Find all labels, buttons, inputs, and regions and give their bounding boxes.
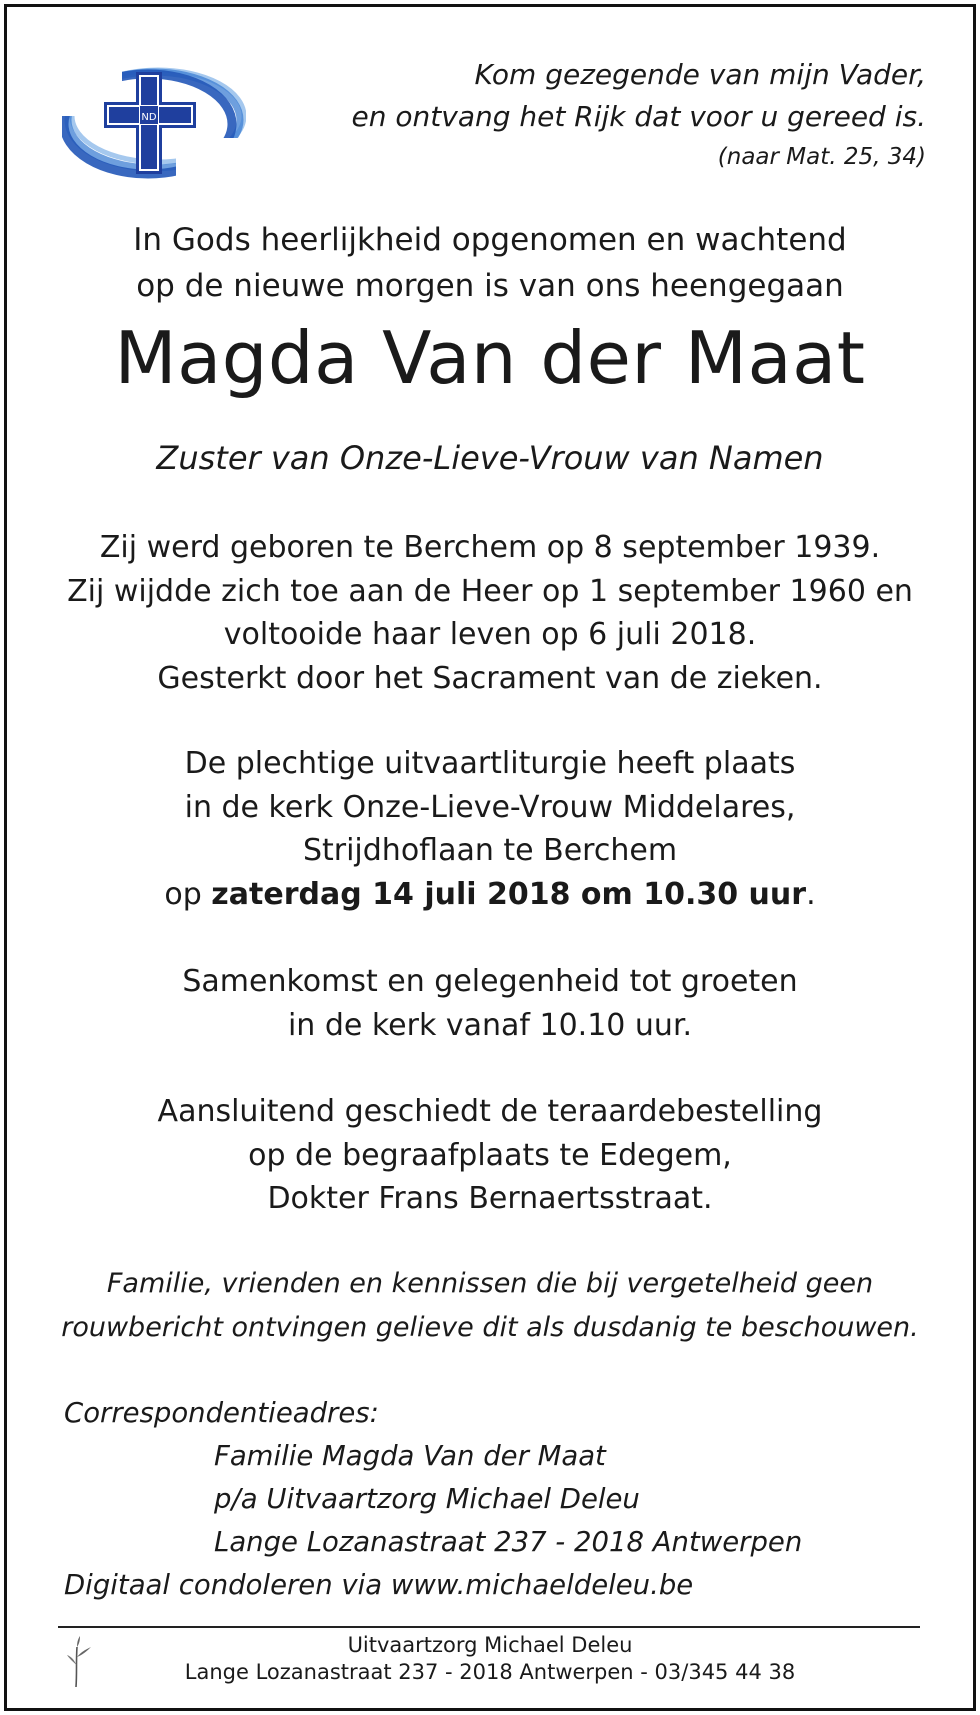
correspondence-label: Correspondentieadres: <box>64 1397 379 1429</box>
intro-text: In Gods heerlijkheid opgenomen en wachtend op de nieuwe morgen is van ons heengegaan <box>133 222 847 304</box>
footer-divider <box>58 1626 920 1628</box>
gathering-details: Samenkomst en gelegenheid tot groeten in de kerk vanaf 10.10 uur. <box>182 964 798 1043</box>
quote-line: Kom gezegende van mijn Vader, <box>474 58 926 91</box>
congregation-subtitle: Zuster van Onze-Lieve-Vrouw van Namen <box>156 439 824 477</box>
bible-quote <box>352 54 926 176</box>
funeral-home-address: Lange Lozanastraat 237 - 2018 Antwerpen - 03/345 44 38 <box>184 1660 796 1684</box>
funeral-date: op zaterdag 14 juli 2018 om 10.30 uur. <box>164 876 816 912</box>
funeral-home-footer <box>0 1632 980 1686</box>
online-condolence: Digitaal condoleren via www.michaeldeleu.be <box>64 1569 694 1601</box>
deceased-name: Magda Van der Maat <box>114 316 866 400</box>
correspondence-address: Correspondentieadres: Familie Magda Van der Maat p/a Uitvaartzorg Michael Deleu Lange Lozanastraat 237 - 2018 Antwerpen Digitaal condoleren via www.michaeldeleu.be <box>64 1392 802 1607</box>
logo-monogram: ND <box>141 112 157 123</box>
burial-details: Aansluitend geschiedt de teraardebestelling op de begraafplaats te Edegem, Dokter Frans Bernaertsstraat. <box>157 1094 823 1216</box>
funeral-home-name: Uitvaartzorg Michael Deleu <box>347 1633 633 1657</box>
quote-line: en ontvang het Rijk dat voor u gereed is. <box>351 100 926 133</box>
life-details: Zij werd geboren te Berchem op 8 september 1939. Zij wijdde zich toe aan de Heer op 1 september 1960 en voltooide haar leven op 6 juli 2018. Gesterkt door het Sacrament van de zieken. <box>67 530 913 696</box>
quote-reference: (naar Mat. 25, 34) <box>717 144 926 170</box>
funeral-details: De plechtige uitvaartliturgie heeft plaats in de kerk Onze-Lieve-Vrouw Middelares, Strijdhoflaan te Berchem op zaterdag 14 juli 2018 om 10.30 uur. <box>0 742 980 916</box>
notice-text: Familie, vrienden en kennissen die bij vergetelheid geen rouwbericht ontvingen gelieve dit als dusdanig te beschouwen. <box>61 1268 919 1343</box>
cross-nd-logo-icon <box>62 58 246 188</box>
